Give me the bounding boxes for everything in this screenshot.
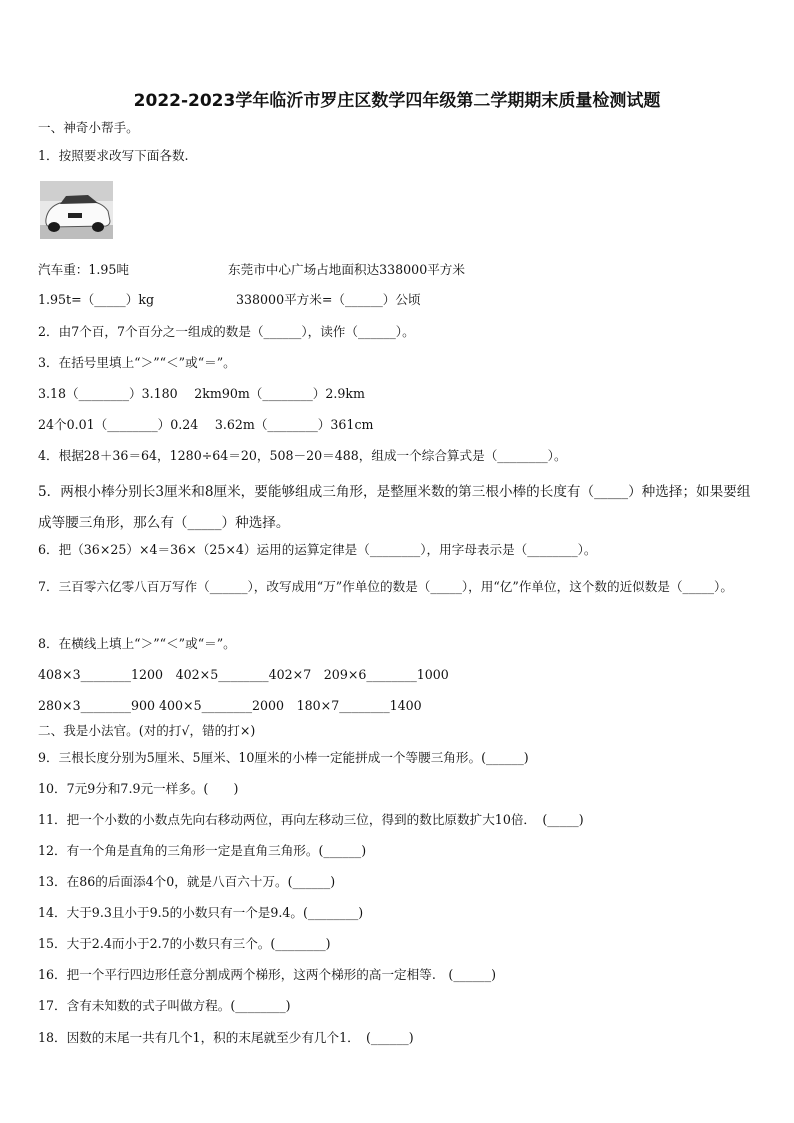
section-heading-1: 一、神奇小帮手。 xyxy=(38,120,139,135)
question-7: 7．三百零六亿零八百万写作（______），改写成用“万”作单位的数是（_____），用“亿”作单位，这个数的近似数是（_____）。 xyxy=(38,579,733,594)
question-4: 4．根据28＋36＝64，1280÷64＝20，508－20＝488，组成一个综合算式是（________）。 xyxy=(38,448,567,463)
question-3-row-2: 24个0.01（________）0.24 3.62m（________）361cm xyxy=(38,417,374,432)
question-11: 11．把一个小数的小数点先向右移动两位，再向左移动三位，得到的数比原数扩大10倍． (_____) xyxy=(38,812,584,827)
question-6: 6．把（36×25）×4＝36×（25×4）运用的运算定律是（________），用字母表示是（________）。 xyxy=(38,542,597,557)
question-14: 14．大于9.3且小于9.5的小数只有一个是9.4。(________) xyxy=(38,905,364,920)
question-8-row-2: 280×3________900 400×5________2000 180×7________1400 xyxy=(38,698,422,713)
question-1-stem: 1．按照要求改写下面各数. xyxy=(38,148,189,163)
question-10: 10．7元9分和7.9元一样多。( ) xyxy=(38,781,239,796)
car-weight-blank: 1.95t=（_____）kg xyxy=(38,292,155,307)
plaza-area-caption: 东莞市中心广场占地面积达338000平方米 xyxy=(228,262,465,277)
question-18: 18．因数的末尾一共有几个1，积的末尾就至少有几个1． (______) xyxy=(38,1030,414,1045)
question-1-blanks xyxy=(38,291,756,309)
question-8-stem: 8．在横线上填上“＞”“＜”或“＝”。 xyxy=(38,636,236,651)
question-12: 12．有一个角是直角的三角形一定是直角三角形。(______) xyxy=(38,843,367,858)
question-3-row-1: 3.18（________）3.180 2km90m（________）2.9km xyxy=(38,386,365,401)
page-title: 2022-2023学年临沂市罗庄区数学四年级第二学期期末质量检测试题 xyxy=(133,91,661,111)
car-image xyxy=(40,181,113,239)
question-9: 9．三根长度分别为5厘米、5厘米、10厘米的小棒一定能拼成一个等腰三角形。(______) xyxy=(38,750,529,765)
plaza-area-blank: 338000平方米=（______）公顷 xyxy=(236,292,421,307)
question-2: 2．由7个百，7个百分之一组成的数是（______），读作（______）。 xyxy=(38,324,415,339)
question-17: 17．含有未知数的式子叫做方程。(________) xyxy=(38,998,291,1013)
section-heading-2: 二、我是小法官。(对的打√，错的打×) xyxy=(38,723,256,738)
question-1-captions xyxy=(38,261,756,279)
car-weight-caption: 汽车重：1.95吨 xyxy=(38,262,130,277)
question-3-stem: 3．在括号里填上“＞”“＜”或“＝”。 xyxy=(38,355,236,370)
question-8-row-1: 408×3________1200 402×5________402×7 209×6________1000 xyxy=(38,667,449,682)
question-16: 16．把一个平行四边形任意分割成两个梯形，这两个梯形的高一定相等. (______) xyxy=(38,967,497,982)
question-15: 15．大于2.4而小于2.7的小数只有三个。(________) xyxy=(38,936,331,951)
question-5: 5．两根小棒分别长3厘米和8厘米，要能够组成三角形，是整厘米数的第三根小棒的长度有（_____）种选择；如果要组成等腰三角形，那么有（_____）种选择。 xyxy=(38,484,751,531)
question-13: 13．在86的后面添4个0，就是八百六十万。(______) xyxy=(38,874,336,889)
